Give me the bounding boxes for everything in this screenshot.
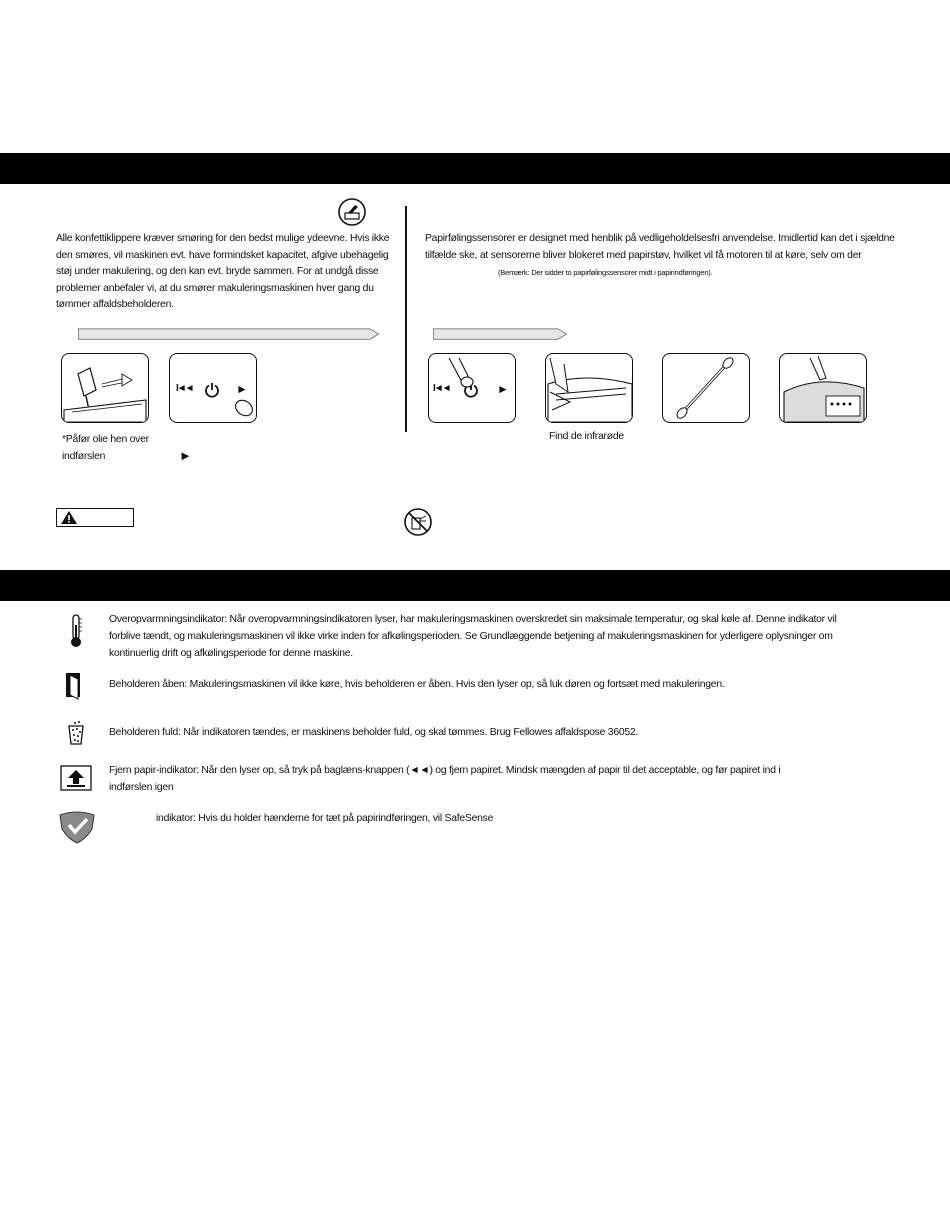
warning-label-box — [56, 508, 134, 527]
bin-door-icon — [64, 671, 82, 701]
column-divider — [405, 206, 407, 432]
caption-forward-arrow: ► — [179, 448, 192, 463]
bin-full-icon — [66, 720, 86, 746]
overheat-indicator-text-1: Overopvarmningsindikator: Når overopvarmningsindikatoren lyser, har makuleringsmaskinen overskredet sin maksimale temperatur, og skal køle af. Denne indikator vil — [109, 614, 837, 625]
safesense-shield-icon — [56, 809, 98, 845]
no-aerosol-icon — [403, 507, 433, 537]
bin-full-indicator-text: Beholderen fuld: Når indikatoren tændes, er maskinens beholder fuld, og skal tømmes. Brug Fellowes affaldspose 36052. — [109, 727, 639, 738]
oil-bottle-illustration — [62, 354, 148, 422]
safesense-indicator-text: indikator: Hvis du holder hænderne for tæt på papirindføringen, vil SafeSense — [156, 813, 494, 824]
sensor-location-panel — [545, 353, 633, 423]
step-arrow-right — [423, 327, 578, 341]
finger-press-icon — [443, 356, 479, 392]
oil-application-panel — [61, 353, 149, 423]
step-arrow-left — [56, 327, 402, 341]
sensor-paragraph: Papirfølingssensorer er designet med henblik på vedligeholdelsesfri anvendelse. Imidlertid kan det i sjældne tilfælde ske, at sensorerne bliver blokeret med papirstøv, hvilket vil få motoren til at køre, selv om der — [425, 233, 895, 261]
reverse-button-label: I◄◄ — [433, 383, 450, 394]
control-panel-buttons-left — [169, 353, 257, 423]
control-panel-buttons-right — [428, 353, 516, 423]
remove-paper-indicator-text-2: indførslen igen — [109, 782, 174, 793]
sensor-note: (Bemærk: Der sidder to papirfølingssensorer midt i papirindføringen). — [498, 268, 713, 277]
bin-open-indicator-text: Beholderen åben: Makuleringsmaskinen vil ikke køre, hvis beholderen er åben. Hvis den lyser op, så luk døren og fortsæt med makuleringen. — [109, 679, 725, 690]
cotton-swab-panel — [662, 353, 750, 423]
sensor-caption: Find de infrarøde — [549, 431, 624, 442]
fingertip-icon — [230, 394, 257, 422]
oil-caption-line1: *Påfør olie hen over — [62, 434, 149, 445]
remove-paper-icon — [60, 765, 92, 791]
cleaning-sensor-panel — [779, 353, 867, 423]
power-icon — [204, 382, 220, 398]
maintenance-pen-icon — [337, 197, 367, 227]
overheat-indicator-text-3: kontinuerlig drift og afkølingsperiode for denne maskine. — [109, 648, 353, 659]
thermometer-icon — [68, 613, 84, 649]
lubrication-paragraph: Alle konfettiklippere kræver smøring for den bedst mulige ydeevne. Hvis ikke den smøres, vil maskinen evt. have formindsket kapacitet, afgive ubehagelig støj under makulering, og den kan evt. bryde sammen. For at undgå disse problemer anbefaler vi, at du smører makuleringsmaskinen hver gang du tømmer affaldsbeholderen. — [56, 233, 390, 310]
shredder-feed-illustration — [546, 354, 632, 422]
warning-triangle-icon — [60, 510, 78, 525]
forward-button-label: ► — [236, 382, 248, 396]
cotton-swab-illustration — [663, 354, 749, 422]
forward-button-label: ► — [497, 382, 509, 396]
section-header-band-top — [0, 153, 950, 184]
shredder-cleaning-illustration — [780, 354, 866, 422]
remove-paper-indicator-text-1: Fjern papir-indikator: Når den lyser op, så tryk på baglæns-knappen (◄◄) og fjern papiret. Mindsk mængden af papir til det acceptable, og før papiret ind i — [109, 765, 781, 776]
oil-caption-line2: indførslen — [62, 451, 106, 462]
section-header-band-indicators — [0, 570, 950, 601]
overheat-indicator-text-2: forblive tændt, og makuleringsmaskinen vil ikke virke inden for afkølingsperioden. Se Grundlæggende betjening af makuleringsmaskinen for yderligere oplysninger om — [109, 631, 833, 642]
reverse-button-label: I◄◄ — [176, 383, 193, 394]
